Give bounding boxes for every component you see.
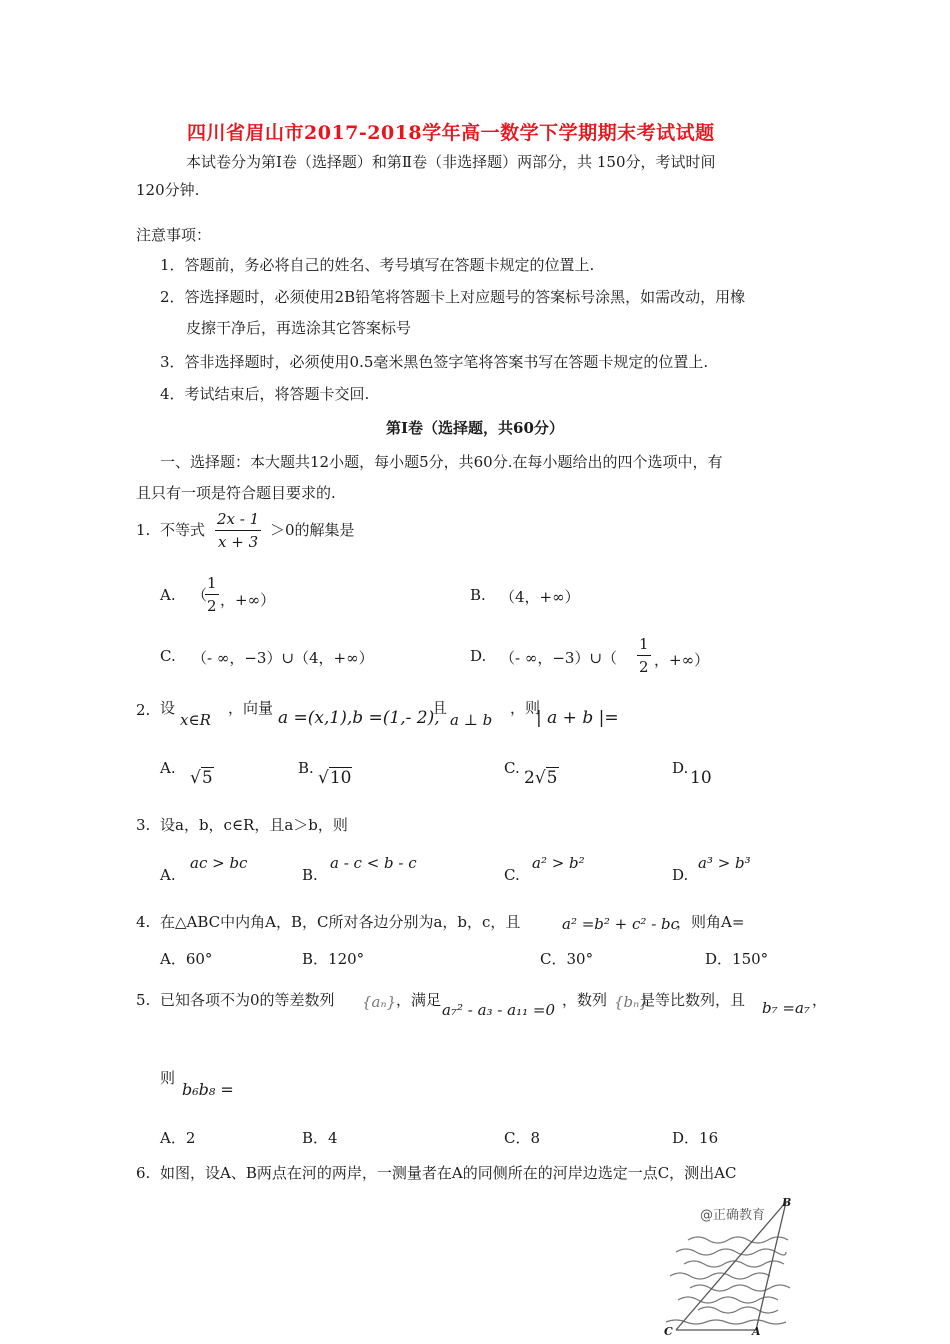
note-2b: 皮擦干净后，再选涂其它答案标号: [186, 319, 412, 337]
q4-option-a: A．60°: [160, 950, 213, 968]
q2-text-4: ，则: [510, 699, 541, 717]
q1-option-a-fraction: [202, 572, 222, 617]
q4-number: 4.: [136, 913, 151, 931]
part1-heading: 第Ⅰ卷（选择题，共60分）: [386, 419, 564, 437]
q2-math-1: x∈R: [180, 711, 211, 729]
q5-text-2: ，满足: [396, 991, 442, 1009]
q2-math-3: a ⊥ b: [450, 711, 493, 729]
q2-option-d: 10: [690, 768, 712, 788]
q4-option-b: B．120°: [302, 950, 365, 968]
q1-option-b-label: B.: [470, 586, 486, 604]
q2-number: 2.: [136, 701, 151, 719]
q3-option-d: a³ > b³: [698, 854, 751, 872]
q2-option-d-label: D.: [672, 759, 689, 777]
part1-instructions-2: 且只有一项是符合题目要求的.: [136, 484, 336, 502]
q2-text-1: 设: [160, 699, 176, 717]
q4-math: a² =b² + c² - bc: [562, 915, 680, 933]
q1-a-den: 2: [207, 597, 217, 615]
q5-math-1: a₇² - a₃ - a₁₁ =0: [442, 1001, 555, 1019]
q2-option-a-label: A.: [160, 759, 176, 777]
q4-text: 在△ABC中内角A，B，C所对各边分别为a，b，c，且: [160, 913, 521, 931]
q5-text-1: 已知各项不为0的等差数列: [160, 991, 335, 1009]
note-3: 3．答非选择题时，必须使用0.5毫米黑色签字笔将答案书写在答题卡规定的位置上.: [160, 353, 709, 371]
q5-option-c: C．8: [504, 1129, 541, 1147]
q1-stem: [160, 520, 205, 540]
q2-text-2: ，向量: [228, 699, 274, 717]
q2-a-radicand: 5: [201, 768, 213, 788]
q1-text: 不等式: [160, 521, 206, 539]
intro-line-2: 120分钟.: [136, 181, 200, 199]
q1-option-d-rest: ，+∞）: [654, 651, 710, 669]
q3-option-a: ac > bc: [190, 854, 248, 872]
q2-option-b: √10: [318, 768, 352, 788]
q5-text-3: ，数列: [562, 991, 608, 1009]
q1-d-den: 2: [639, 658, 649, 676]
figure-label-b: B: [782, 1196, 792, 1209]
q1-number: 1.: [136, 521, 151, 539]
q2-option-a: √5: [190, 768, 213, 788]
q1-option-d-label: D.: [470, 647, 487, 665]
q1-fraction-numerator: 2x - 1: [215, 508, 261, 531]
q2-c-radicand: 5: [546, 768, 558, 788]
triangle-lines: [676, 1202, 786, 1330]
q5-seq-b: {bₙ}: [614, 993, 649, 1011]
q3-text: 设a，b，c∈R，且a＞b，则: [160, 816, 348, 834]
q3-option-b-label: B.: [302, 866, 318, 884]
q1-option-b-text: （4，+∞）: [500, 588, 580, 606]
q1-option-d-pre: （- ∞，−3）∪（: [500, 649, 618, 667]
q1-option-d-fraction: [634, 633, 654, 678]
q5-seq-a: {aₙ}: [362, 993, 397, 1011]
q1-option-c-text: （- ∞，−3）∪（4，+∞）: [192, 649, 374, 667]
q1-option-a-label: A.: [160, 586, 176, 604]
q3-option-b: a - c < b - c: [330, 854, 417, 872]
q1-fraction-denominator: x + 3: [218, 533, 259, 551]
q1-option-a-open: （: [192, 586, 208, 604]
note-1: 1．答题前，务必将自己的姓名、考号填写在答题卡规定的位置上.: [160, 256, 595, 274]
q1-fraction: [212, 508, 264, 553]
q5-text-5: ，: [812, 991, 828, 1009]
q3-option-d-label: D.: [672, 866, 689, 884]
q4-option-c: C．30°: [540, 950, 594, 968]
figure-label-c: C: [664, 1325, 673, 1338]
intro-line-1: 本试卷分为第Ⅰ卷（选择题）和第Ⅱ卷（非选择题）两部分，共 150分，考试时间: [186, 153, 716, 171]
note-2a: 2．答选择题时，必须使用2B铅笔将答题卡上对应题号的答案标号涂黑，如需改动，用橡: [160, 288, 746, 306]
q1-option-c-label: C.: [160, 647, 176, 665]
q2-b-radicand: 10: [329, 768, 352, 788]
q1-option-a-rest: ，+∞）: [220, 591, 276, 609]
river-figure: [640, 1190, 820, 1338]
q1-a-num: 1: [205, 572, 219, 595]
q2-math-2: a =(x,1),b =(1,- 2),: [278, 708, 440, 728]
q5-text-4: 是等比数列，且: [640, 991, 746, 1009]
notes-heading: 注意事项：: [136, 226, 212, 244]
q6-text: 如图，设A、B两点在河的两岸，一测量者在A的同侧所在的河岸边选定一点C，测出AC: [160, 1164, 737, 1182]
figure-label-a: A: [752, 1325, 761, 1338]
q3-option-c: a² > b²: [532, 854, 585, 872]
q5-number: 5.: [136, 991, 151, 1009]
q5-math-2: b₇ =a₇: [762, 999, 810, 1017]
note-4: 4．考试结束后，将答题卡交回.: [160, 385, 370, 403]
q2-option-c-label: C.: [504, 759, 520, 777]
q3-option-c-label: C.: [504, 866, 520, 884]
part1-instructions-1: 一、选择题：本大题共12小题，每小题5分，共60分.在每小题给出的四个选项中，有: [160, 453, 723, 471]
q3-number: 3.: [136, 816, 151, 834]
q2-option-b-label: B.: [298, 759, 314, 777]
q6-number: 6.: [136, 1164, 151, 1182]
q5-option-d: D．16: [672, 1129, 719, 1147]
q5-option-b: B．4: [302, 1129, 338, 1147]
q3-option-a-label: A.: [160, 866, 176, 884]
q1-d-num: 1: [637, 633, 651, 656]
page-title: 四川省眉山市2017-2018学年高一数学下学期期末考试试题: [187, 122, 715, 144]
q4-option-d: D．150°: [705, 950, 769, 968]
figure-watermark: @正确教育: [700, 1208, 766, 1223]
q2-c-coef: 2: [524, 768, 535, 788]
q2-text-3: 且: [432, 699, 448, 717]
river-waves: [666, 1237, 790, 1324]
q1-tail: ＞0的解集是: [270, 521, 355, 539]
q5-math-3: b₆b₈ =: [182, 1080, 234, 1099]
q4-tail: ，则角A=: [676, 913, 745, 931]
q5-option-a: A．2: [160, 1129, 196, 1147]
q5-then: 则: [160, 1069, 176, 1087]
q2-option-c: 2√5: [524, 768, 558, 788]
q2-math-4: | a + b |=: [536, 708, 619, 728]
